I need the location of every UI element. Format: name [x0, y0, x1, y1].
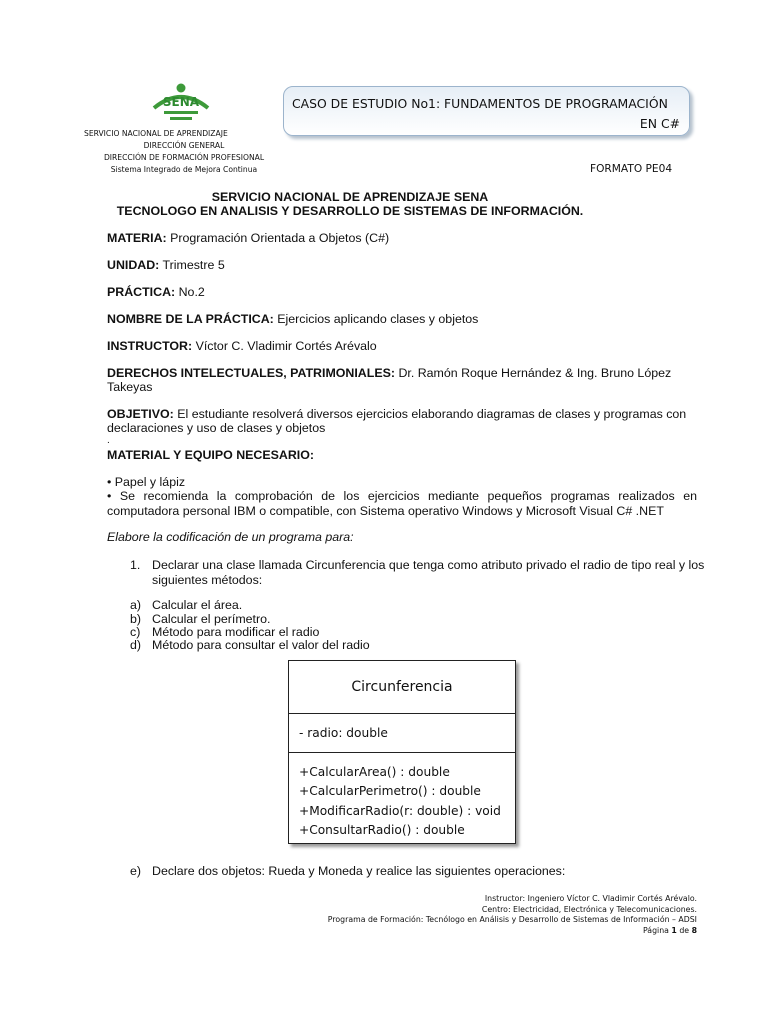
page-number: Página 1 de 8 [642, 925, 697, 935]
subitem-label: a) [130, 598, 142, 612]
subitem-text: Calcular el área. [152, 598, 243, 612]
material-item: • Se recomienda la comprobación de los ejercicios mediante pequeños programas realizados en computadora personal IBM o compatible, con Sistema operativo Windows y Microsoft Visual C# .NET [107, 489, 697, 518]
subitem-label: e) [130, 864, 142, 878]
derechos-value: Dr. Ramón Roque Hernández & Ing. Bruno López [398, 366, 672, 380]
unidad-field [107, 258, 697, 273]
case-title [292, 94, 680, 134]
material-heading [107, 448, 697, 463]
exercise-item [130, 558, 705, 588]
material-item: • Papel y lápiz [107, 475, 186, 489]
footer-instructor: Instructor: Ingeniero Víctor C. Vladimir Cortés Arévalo. [484, 894, 697, 903]
material-label: MATERIAL Y EQUIPO NECESARIO: [107, 448, 314, 462]
materia-label: MATERIA: [107, 231, 167, 245]
uml-operation: +ModificarRadio(r: double) : void [299, 803, 501, 818]
objetivo-label: OBJETIVO: [107, 407, 174, 421]
exercise-number: 1. [130, 558, 141, 572]
uml-operation: +ConsultarRadio() : double [299, 823, 465, 838]
org-line: DIRECCIÓN GENERAL [143, 141, 225, 150]
uml-attribute: - radio: double [289, 714, 515, 753]
practica-label: PRÁCTICA: [107, 285, 176, 299]
subitem-text: Calcular el perímetro. [152, 612, 271, 626]
page-footer [200, 894, 697, 936]
instructor-field [107, 339, 697, 354]
materia-field [107, 231, 697, 246]
stray-dot: . [107, 435, 110, 446]
org-info [84, 128, 284, 176]
uml-operation: +CalcularArea() : double [299, 765, 450, 779]
subitem-text: Declare dos objetos: Rueda y Moneda y realice las siguientes operaciones: [152, 864, 566, 878]
org-line: SERVICIO NACIONAL DE APRENDIZAJE [84, 129, 228, 138]
unidad-value: Trimestre 5 [162, 258, 225, 272]
org-line: DIRECCIÓN DE FORMACIÓN PROFESIONAL [103, 153, 265, 162]
footer-center: Centro: Electricidad, Electrónica y Telecomunicaciones. [481, 904, 697, 914]
format-code: FORMATO PE04 [590, 163, 673, 175]
sena-logo [150, 82, 212, 128]
case-title-line-1: CASO DE ESTUDIO No1: FUNDAMENTOS DE PROGRAMACIÓN [292, 96, 668, 111]
nombre-value: Ejercicios aplicando clases y objetos [277, 312, 479, 326]
practica-field [107, 285, 697, 300]
objetivo-value: El estudiante resolverá diversos ejercicios elaborando diagramas de clases y programas con [177, 407, 687, 421]
org-line: Sistema Integrado de Mejora Continua [110, 165, 258, 174]
instruction-text: Elabore la codificación de un programa para: [107, 530, 354, 544]
subitem-label: b) [130, 612, 142, 626]
nombre-field [107, 312, 697, 327]
uml-operation: +CalcularPerimetro() : double [299, 784, 481, 799]
derechos-value-cont: Takeyas [107, 380, 153, 394]
uml-class-diagram [288, 660, 516, 844]
nombre-label: NOMBRE DE LA PRÁCTICA: [107, 312, 274, 326]
case-title-line-2: EN C# [639, 116, 680, 131]
unidad-label: UNIDAD: [107, 258, 160, 272]
derechos-field [107, 366, 697, 381]
practica-value: No.2 [178, 285, 205, 299]
uml-operations [289, 753, 515, 841]
subitem-text: Método para consultar el valor del radio [152, 638, 370, 652]
instructor-value: Víctor C. Vladimir Cortés Arévalo [195, 339, 377, 353]
footer-program: Programa de Formación: Tecnólogo en Análisis y Desarrollo de Sistemas de Información – ADSI [327, 915, 697, 925]
subitem-text: Método para modificar el radio [152, 625, 320, 639]
exercise-text: Declarar una clase llamada Circunferencia que tenga como atributo privado el radio de tipo real y los siguientes métodos: [152, 558, 705, 587]
objetivo-field [107, 407, 697, 422]
subitem-label: d) [130, 638, 142, 652]
subitem [130, 638, 700, 653]
subitem [130, 864, 700, 879]
subitem-label: c) [130, 625, 141, 639]
page-title: SERVICIO NACIONAL DE APRENDIZAJE SENA [211, 190, 489, 204]
page-subtitle: TECNOLOGO EN ANALISIS Y DESARROLLO DE SISTEMAS DE INFORMACIÓN. [116, 204, 584, 218]
subitem [130, 598, 700, 613]
logo-text: SENA [162, 95, 200, 109]
objetivo-value-cont: declaraciones y uso de clases y objetos [107, 421, 326, 435]
derechos-label: DERECHOS INTELECTUALES, PATRIMONIALES: [107, 366, 395, 380]
materia-value: Programación Orientada a Objetos (C#) [170, 231, 390, 245]
instructor-label: INSTRUCTOR: [107, 339, 193, 353]
uml-class-name: Circunferencia [289, 661, 515, 714]
